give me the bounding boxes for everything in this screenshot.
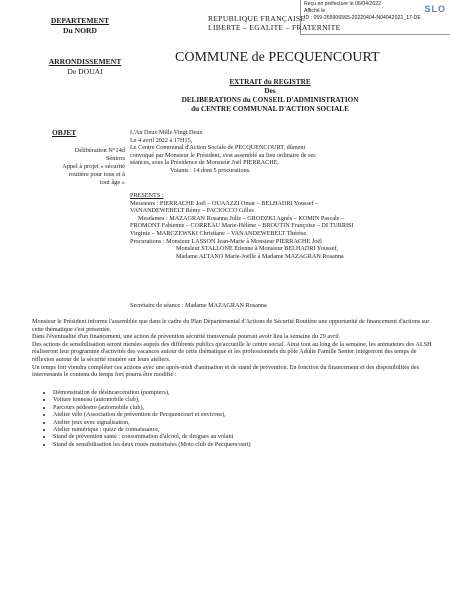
body-paragraph: Un temps fort viendra compléter ces actions avec une après-midi d'animation et de stand de prévention. En fonction du financement et des disponibilités des intervenants le contenu du temps fort pourra être modifié : <box>32 363 420 379</box>
department-label: DEPARTEMENT <box>50 16 110 25</box>
deliberation-body <box>32 318 432 379</box>
attendees-line: FROMONT Fabienne – CORREAU Marie-Hélène – BROUTIN Françoise – DI TURRISI <box>130 222 354 230</box>
department-header <box>40 16 120 35</box>
attendees-section <box>130 192 435 260</box>
intro-line: Le 4 avril 2022 à 17H15, <box>130 136 193 144</box>
objet-line: tout âge » <box>99 179 125 186</box>
commune-title: COMMUNE de PECQUENCOURT <box>175 50 380 65</box>
objet-line: Séniors <box>105 155 125 162</box>
intro-line: Votants : 14 dont 5 procurations. <box>170 166 251 174</box>
objet-label: OBJET <box>52 128 77 137</box>
list-item: • Parcours pédestre (automobile club), <box>53 404 433 411</box>
list-item: • Atelier jeux avec signalisation, <box>53 419 433 426</box>
objet-line: Délibération N°14d <box>74 147 125 154</box>
arrondissement-label: ARRONDISSEMENT <box>48 57 122 66</box>
extrait-heading <box>140 78 400 114</box>
intro-line: L'An Deux Mille Vingt Deux <box>130 129 203 136</box>
stamp-logo: SLO <box>424 4 446 14</box>
arrondissement-header <box>30 57 140 76</box>
list-item: • Atelier numérique : quizz de connaissance, <box>53 426 433 433</box>
objet-description <box>30 147 125 187</box>
objet-line: Appel à projet « sécurité <box>62 163 125 170</box>
attendees-line: Mesdames : MAZAGRAN Rosanna Julie – GRODZKI Agnès – KOMIN Pascale – <box>138 214 345 222</box>
extrait-line: DELIBERATIONS du CONSEIL D'ADMINISTRATION <box>181 96 359 104</box>
attendees-line: Virginie – MARCZEWSKI Christiane – VANANDEWEBELT Thérèse. <box>130 229 308 237</box>
session-intro <box>130 129 430 175</box>
body-paragraph: Des actions de sensibilisation seront menées auprès des différents publics qu'accueille le centre social. Ainsi tout au long de la semaine, les animateurs des ALSH réaliseront leur programme d'activités des vacances autour de cette thématique et les professionnels du pôle Adulte Famille Senior intègreront des temps de réflexion autour de la sécurité routière sur leurs ateliers. <box>32 340 432 363</box>
republic-motto: LIBERTE – EGALITE – FRATERNITE <box>208 23 341 32</box>
list-item: • Stand de prévention santé : consommation d'alcool, de drogues au volant <box>53 433 433 440</box>
attendees-line: Messieurs : PIERRACHE Joël – OUAAZZI Omar – BELHADRI Youssef – <box>130 199 319 207</box>
republic-header <box>208 14 341 32</box>
intro-line: séances, sous la Présidence de Monsieur Joël PIERRACHE. <box>130 159 279 167</box>
proxy-line: Madame ALTANO Marie-Joëlle à Madame MAZAGRAN Rosanna <box>176 252 344 260</box>
list-item: • Stand de sensibilisation les deux roues motorisées (Moto club de Pecquencourt) <box>53 441 433 448</box>
extrait-line: du CENTRE COMMUNAL D'ACTION SOCIALE <box>191 105 349 113</box>
body-paragraph: Monsieur le Président informe l'assemblée que dans le cadre du Plan Départemental d'Actions de Sécurité Routière une opportunité de financement d'actions sur cette thématique s'est présentée. <box>32 318 430 333</box>
body-paragraph: Dans l'éventualité d'un financement, une action de prévention sécurité transversale pourrait avoir lieu la semaine du 29 avril. <box>32 333 341 341</box>
department-name: Du NORD <box>63 25 97 35</box>
attendees-line: VANANDEWEBELT Rémy – PACIOCCO Gilles <box>130 207 254 215</box>
stamp-line: Reçu en préfecture le 06/04/2022 <box>304 1 382 7</box>
arrondissement-name: De DOUAI <box>67 66 103 76</box>
list-item: • Démonstration de désincarcération (pompiers), <box>53 389 433 396</box>
proxy-line: Monsieur STALLONE Etienne à Monsieur BELHADRI Youssef, <box>176 245 339 253</box>
proxy-line: Procurations : Monsieur LASSON Jean-Marie à Monsieur PIERRACHE Joël <box>130 237 322 245</box>
stamp-line: Affiché le <box>304 8 326 14</box>
list-item: • Atelier vélo (Association de prévention de Pecquencourt et environs), <box>53 411 433 418</box>
extrait-line: EXTRAIT du REGISTRE <box>229 78 311 86</box>
attendees-label: PRESENTS : <box>130 192 164 199</box>
intro-line: Le Centre Communal d'Action Sociale de PECQUENCOURT, dûment <box>130 144 306 152</box>
stamp-line: ID : 059-265906565-20220404-N04042022_17-DE <box>304 15 421 21</box>
objet-line: routière pour tous et à <box>68 171 125 178</box>
list-item: • Voiture tonneau (automobile club), <box>53 396 433 403</box>
republic-title: REPUBLIQUE FRANÇAISE <box>208 14 306 23</box>
activities-list <box>40 389 433 448</box>
extrait-line: Des <box>264 87 276 95</box>
secretary-line: Secrétaire de séance : Madame MAZAGRAN Rosanna <box>130 302 267 309</box>
intro-line: convoqué par Monsieur le Président, s'est assemblé au lieu ordinaire de ses <box>130 151 316 159</box>
